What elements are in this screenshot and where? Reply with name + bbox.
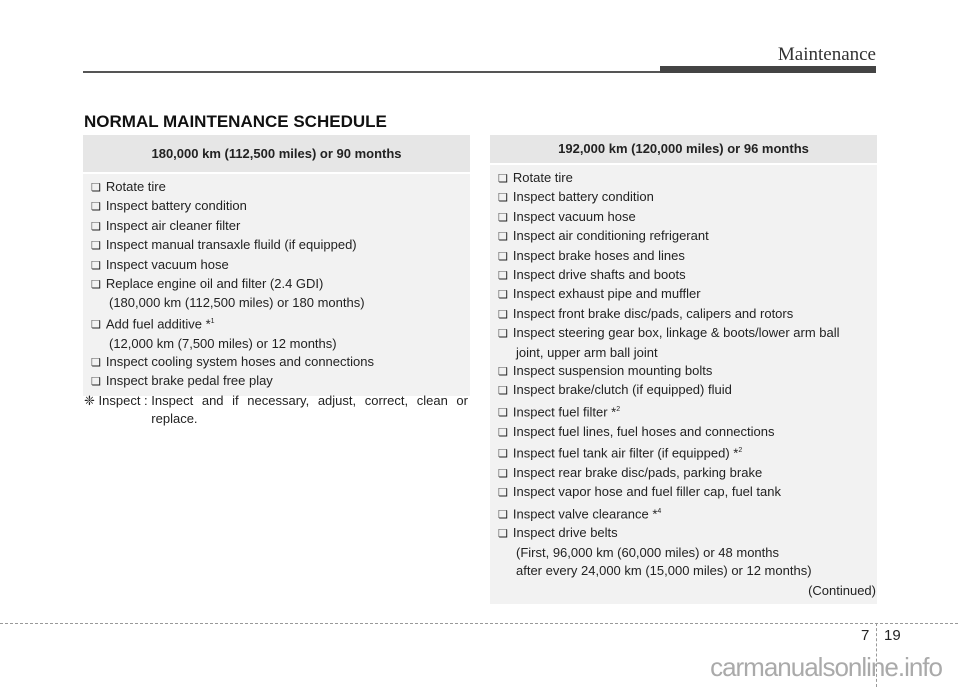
item-text: Inspect air cleaner filter bbox=[105, 217, 241, 233]
checklist-item bbox=[498, 208, 877, 227]
item-text: Inspect manual transaxle fluild (if equipped) bbox=[105, 237, 357, 253]
footnote-ref: 4 bbox=[657, 507, 662, 515]
item-text: Inspect front brake disc/pads, calipers and rotors bbox=[512, 305, 794, 321]
checklist-item bbox=[498, 305, 877, 324]
item-text: Inspect valve clearance * bbox=[512, 505, 658, 521]
page-number: 19 bbox=[884, 627, 901, 644]
box-heading: 192,000 km (120,000 miles) or 96 months bbox=[490, 135, 877, 163]
item-text: Inspect suspension mounting bolts bbox=[512, 363, 713, 379]
item-text: Inspect brake pedal free play bbox=[105, 373, 273, 389]
item-text: Inspect battery condition bbox=[105, 198, 247, 214]
footnote-ref: 1 bbox=[210, 317, 215, 325]
item-text: Inspect drive shafts and boots bbox=[512, 267, 686, 283]
inspect-note bbox=[84, 392, 468, 428]
page-title: NORMAL MAINTENANCE SCHEDULE bbox=[84, 112, 387, 131]
chapter-number: 7 bbox=[861, 627, 870, 644]
item-detail: (180,000 km (112,500 miles) or 180 months) bbox=[109, 295, 365, 311]
item-text: Inspect rear brake disc/pads, parking brake bbox=[512, 464, 763, 480]
item-list bbox=[490, 165, 877, 589]
item-text: Rotate tire bbox=[512, 170, 573, 185]
checklist-item bbox=[91, 353, 470, 372]
checklist-item bbox=[498, 401, 877, 423]
checklist-item bbox=[498, 227, 877, 246]
item-text: Inspect battery condition bbox=[512, 189, 654, 205]
checklist-item bbox=[498, 442, 877, 464]
item-text: Inspect drive belts bbox=[512, 525, 618, 541]
item-text: Rotate tire bbox=[105, 179, 166, 194]
checklist-item bbox=[498, 285, 877, 304]
checklist-item bbox=[91, 372, 470, 391]
checklist-item bbox=[498, 169, 877, 188]
checklist-item bbox=[498, 188, 877, 207]
watermark: carmanualsonline.info bbox=[710, 652, 942, 682]
checklist-item bbox=[91, 217, 470, 236]
item-detail: joint, upper arm ball joint bbox=[516, 344, 658, 360]
checklist-item bbox=[91, 197, 470, 216]
checklist-item bbox=[91, 236, 470, 255]
item-detail: after every 24,000 km (15,000 miles) or 12 months) bbox=[516, 563, 812, 579]
item-detail: (First, 96,000 km (60,000 miles) or 48 months bbox=[516, 544, 779, 560]
item-list bbox=[83, 174, 470, 396]
note-text: Inspect and if necessary, adjust, correct, clean or replace. bbox=[151, 393, 468, 426]
checklist-item bbox=[498, 524, 877, 543]
continued-label: (Continued) bbox=[490, 583, 877, 604]
item-text: Inspect fuel tank air filter (if equipped) * bbox=[512, 445, 739, 461]
item-text: Inspect exhaust pipe and muffler bbox=[512, 286, 701, 302]
schedule-box-180000 bbox=[83, 135, 470, 396]
footnote-ref: 2 bbox=[616, 405, 621, 413]
item-text: Inspect steering gear box, linkage & boots/lower arm ball bbox=[512, 325, 840, 341]
footer-rule bbox=[0, 623, 958, 624]
checklist-item bbox=[498, 266, 877, 285]
box-heading: 180,000 km (112,500 miles) or 90 months bbox=[83, 135, 470, 172]
checklist-item bbox=[498, 324, 877, 343]
item-text: Inspect vacuum hose bbox=[512, 208, 636, 224]
checklist-item bbox=[91, 256, 470, 275]
checklist-item bbox=[91, 313, 470, 335]
checklist-item bbox=[498, 423, 877, 442]
checklist-item bbox=[91, 178, 470, 197]
header-bar bbox=[660, 66, 876, 73]
item-text: Inspect brake/clutch (if equipped) fluid bbox=[512, 382, 732, 398]
item-text: Add fuel additive * bbox=[105, 316, 211, 332]
note-label: Inspect : bbox=[98, 393, 148, 408]
checklist-item bbox=[498, 464, 877, 483]
note-symbol-icon: ❈ bbox=[84, 393, 95, 408]
checklist-item bbox=[498, 362, 877, 381]
schedule-box-192000 bbox=[490, 135, 877, 604]
item-text: Inspect vacuum hose bbox=[105, 256, 229, 272]
item-text: Inspect cooling system hoses and connections bbox=[105, 353, 374, 369]
checklist-item bbox=[91, 275, 470, 294]
item-detail: (12,000 km (7,500 miles) or 12 months) bbox=[109, 335, 337, 351]
item-text: Inspect fuel filter * bbox=[512, 404, 617, 420]
checklist-item bbox=[498, 483, 877, 502]
item-text: Inspect fuel lines, fuel hoses and connections bbox=[512, 423, 775, 439]
checklist-item bbox=[498, 381, 877, 400]
item-text: Inspect brake hoses and lines bbox=[512, 247, 685, 263]
section-title: Maintenance bbox=[777, 44, 876, 65]
item-text: Inspect air conditioning refrigerant bbox=[512, 228, 709, 244]
checklist-item bbox=[498, 503, 877, 525]
checklist-item bbox=[498, 247, 877, 266]
item-text: Replace engine oil and filter (2.4 GDI) bbox=[105, 276, 324, 292]
footnote-ref: 2 bbox=[738, 447, 743, 455]
header-rule bbox=[83, 71, 660, 73]
item-text: Inspect vapor hose and fuel filler cap, fuel tank bbox=[512, 484, 781, 500]
